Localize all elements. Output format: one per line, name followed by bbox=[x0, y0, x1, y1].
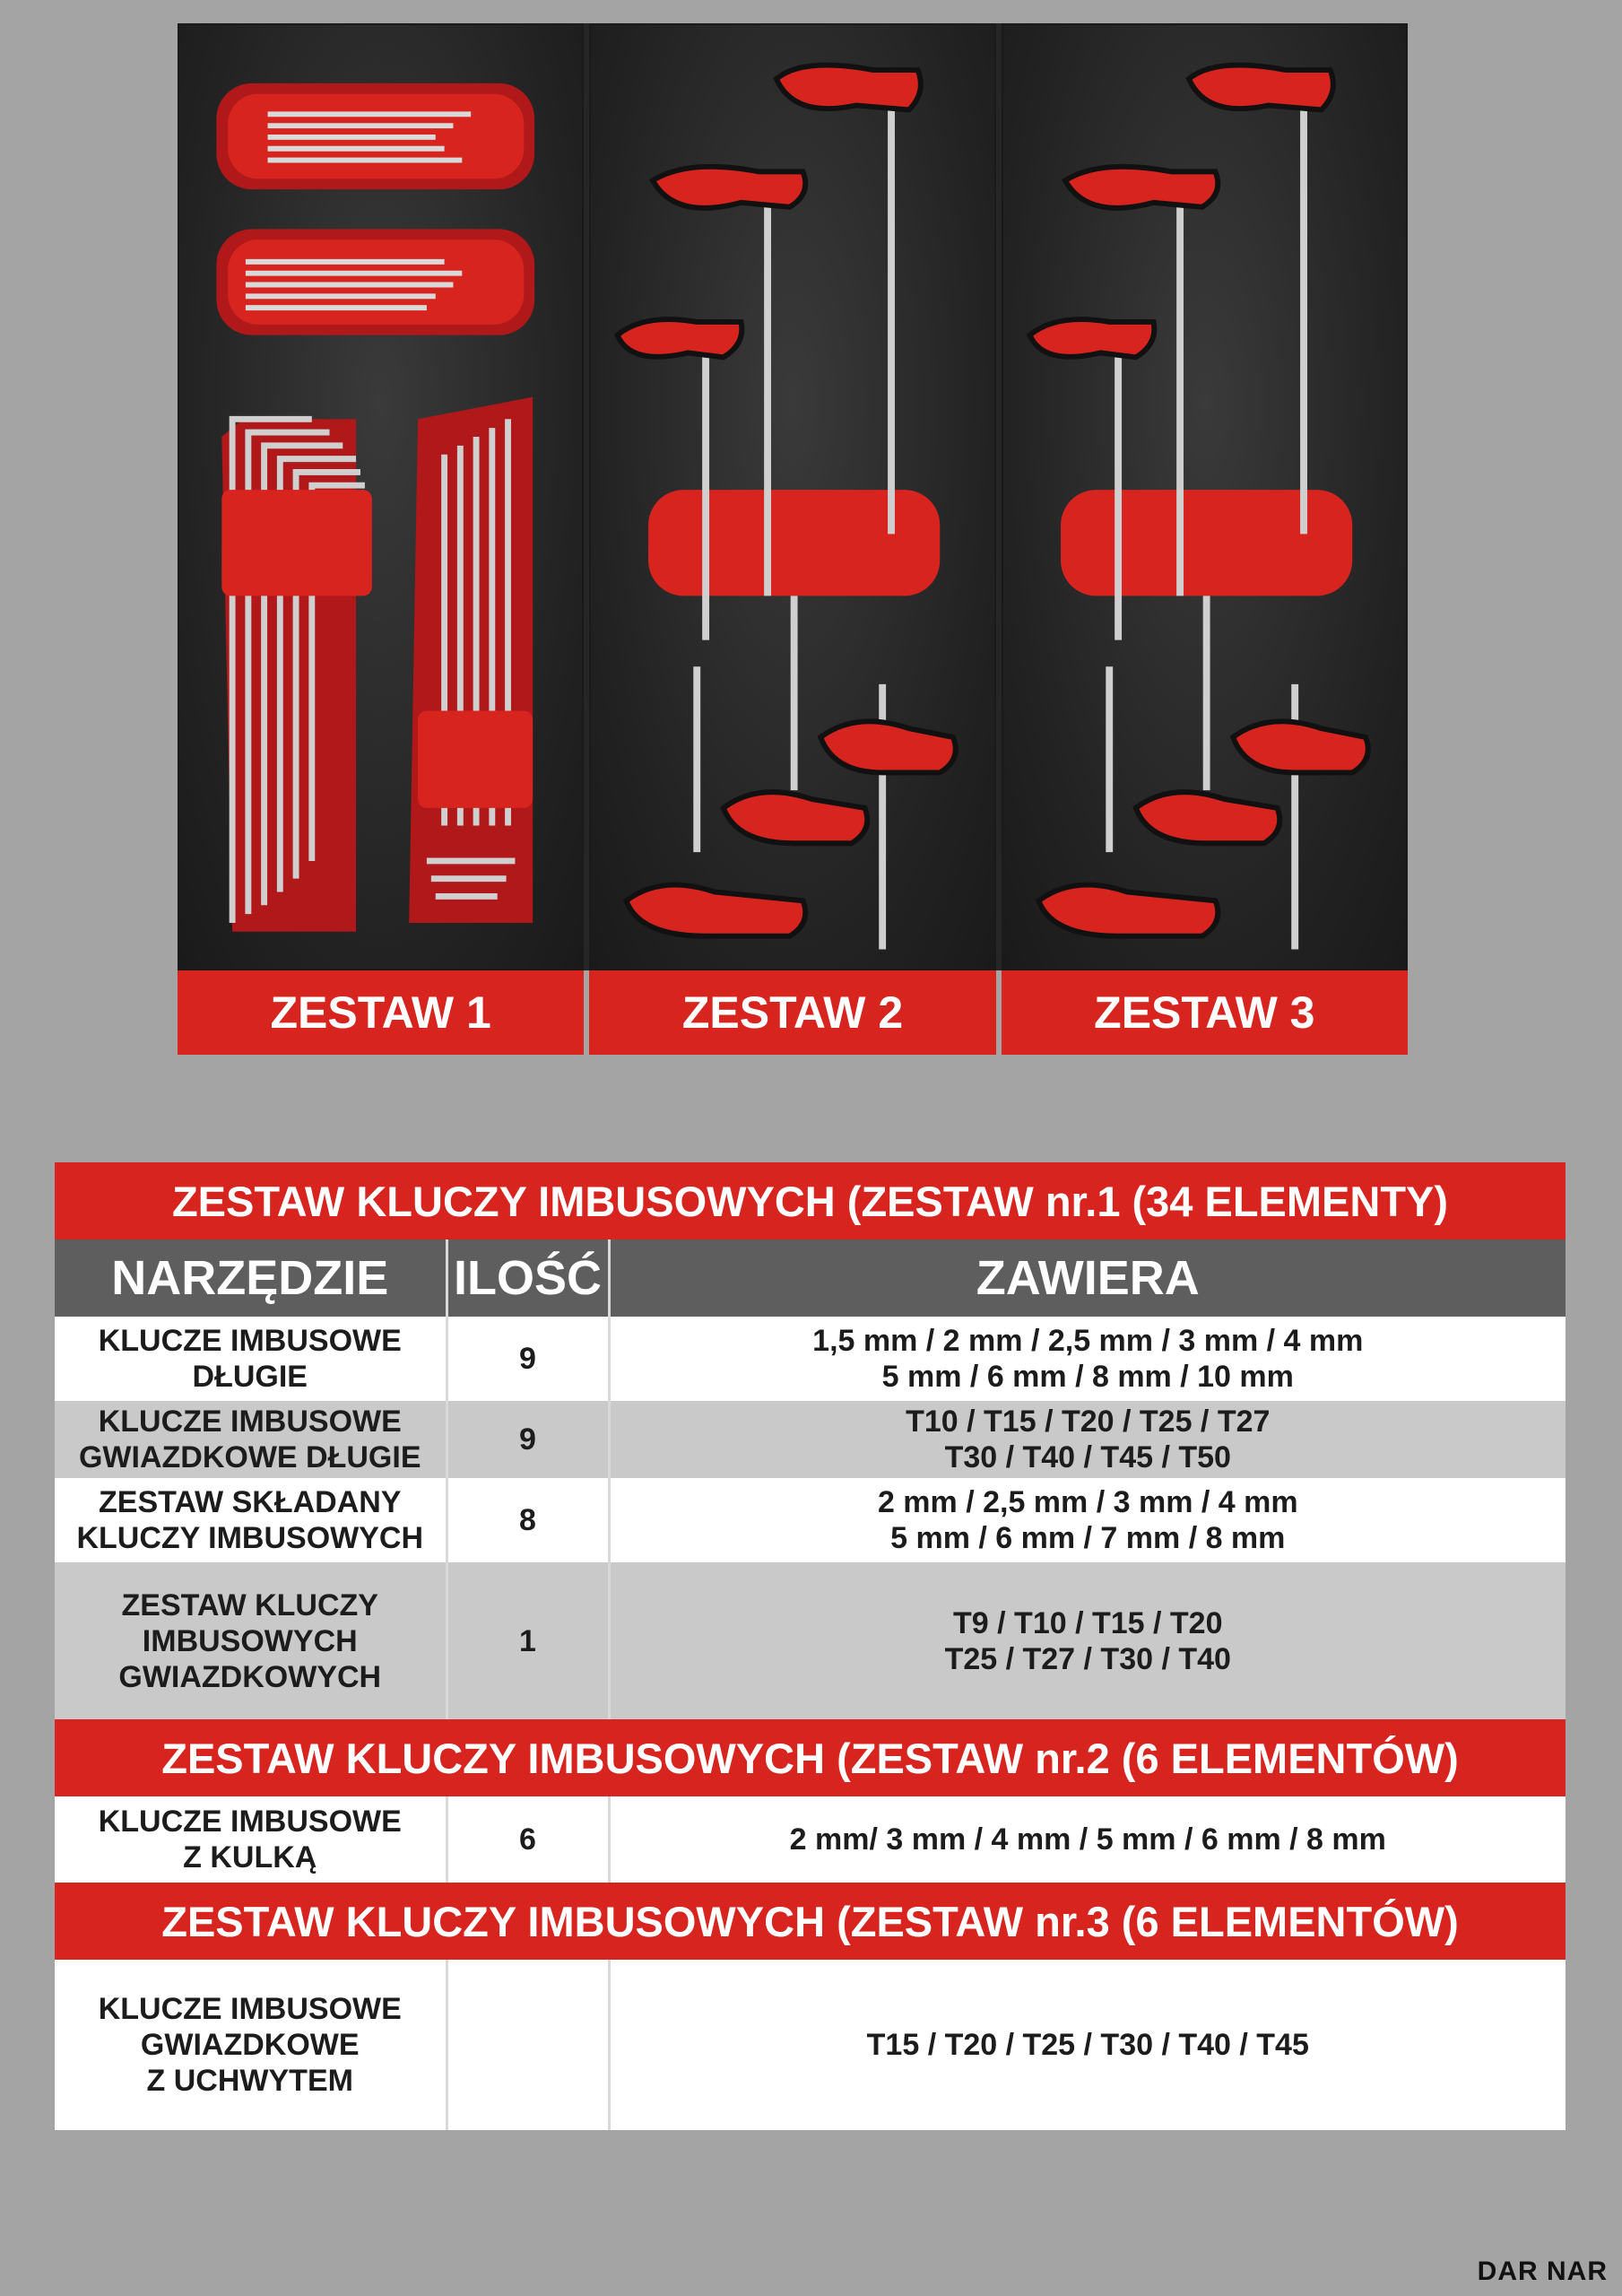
table-row bbox=[55, 1317, 1566, 1401]
set-label-2: ZESTAW 2 bbox=[589, 970, 995, 1055]
contents-cell-line: T10 / T15 / T20 / T25 / T27 bbox=[906, 1405, 1271, 1439]
contents-cell bbox=[609, 1401, 1566, 1478]
tool-cell-line: GWIAZDKOWE DŁUGIE bbox=[78, 1440, 421, 1474]
contents-cell bbox=[609, 1796, 1566, 1883]
table-row bbox=[55, 1401, 1566, 1478]
tool-cell bbox=[55, 1960, 447, 2130]
contents-cell bbox=[609, 1478, 1566, 1562]
tool-cell bbox=[55, 1796, 447, 1883]
section-title-row bbox=[55, 1883, 1566, 1960]
tool-cell-line: KLUCZY IMBUSOWYCH bbox=[76, 1521, 424, 1555]
set-label-3: ZESTAW 3 bbox=[1002, 970, 1408, 1055]
tool-cell bbox=[55, 1317, 447, 1401]
brand-name: DAR NAR bbox=[1477, 2257, 1608, 2286]
tool-cell-line: IMBUSOWYCH bbox=[142, 1623, 358, 1658]
contents-cell-line: T9 / T10 / T15 / T20 bbox=[953, 1605, 1223, 1640]
tool-cell-line: DŁUGIE bbox=[192, 1360, 308, 1394]
contents-cell-line: 1,5 mm / 2 mm / 2,5 mm / 3 mm / 4 mm bbox=[812, 1324, 1364, 1358]
tool-cell-line: Z KULKĄ bbox=[183, 1840, 317, 1874]
table-row bbox=[55, 1796, 1566, 1883]
table-row bbox=[55, 1562, 1566, 1719]
t-handle-hex-keys-illustration bbox=[591, 25, 993, 969]
tool-cell-line: ZESTAW KLUCZY bbox=[121, 1587, 378, 1622]
allen-key-sets-illustration bbox=[179, 25, 582, 969]
column-header-row bbox=[55, 1239, 1566, 1317]
tool-cell-line: KLUCZE IMBUSOWE bbox=[98, 1405, 402, 1439]
table-row bbox=[55, 1960, 1566, 2130]
contents-cell-line: 2 mm/ 3 mm / 4 mm / 5 mm / 6 mm / 8 mm bbox=[789, 1822, 1386, 1857]
header-qty: ILOŚĆ bbox=[447, 1239, 609, 1317]
contents-cell-line: 5 mm / 6 mm / 7 mm / 8 mm bbox=[890, 1521, 1286, 1555]
header-contents: ZAWIERA bbox=[609, 1239, 1566, 1317]
header-tool: NARZĘDZIE bbox=[55, 1239, 447, 1317]
tool-cell-line: KLUCZE IMBUSOWE bbox=[98, 1992, 402, 2026]
qty-cell bbox=[447, 1960, 609, 2130]
tool-cell-line: KLUCZE IMBUSOWE bbox=[98, 1324, 402, 1358]
tool-cell bbox=[55, 1562, 447, 1719]
contents-cell-line: T25 / T27 / T30 / T40 bbox=[944, 1641, 1231, 1676]
panel-set-2 bbox=[589, 23, 995, 970]
contents-cell bbox=[609, 1562, 1566, 1719]
tool-cell-line: KLUCZE IMBUSOWE bbox=[98, 1805, 402, 1839]
qty-cell: 1 bbox=[447, 1562, 609, 1719]
contents-cell-line: 2 mm / 2,5 mm / 3 mm / 4 mm bbox=[877, 1485, 1298, 1519]
contents-cell-line: T30 / T40 / T45 / T50 bbox=[944, 1440, 1231, 1474]
tool-cell-line: GWIAZDKOWE bbox=[140, 2028, 360, 2062]
set-label-1: ZESTAW 1 bbox=[178, 970, 584, 1055]
tool-cell bbox=[55, 1478, 447, 1562]
contents-table bbox=[55, 1162, 1566, 2130]
tool-cell-line: Z UCHWYTEM bbox=[146, 2064, 353, 2098]
contents-cell bbox=[609, 1960, 1566, 2130]
contents-cell-line: 5 mm / 6 mm / 8 mm / 10 mm bbox=[881, 1360, 1294, 1394]
tool-cell-line: GWIAZDKOWYCH bbox=[118, 1659, 382, 1694]
set-labels bbox=[178, 970, 1408, 1055]
section-title-row bbox=[55, 1719, 1566, 1796]
qty-cell: 9 bbox=[447, 1401, 609, 1478]
qty-cell: 9 bbox=[447, 1317, 609, 1401]
section-2-title: ZESTAW KLUCZY IMBUSOWYCH (ZESTAW nr.2 (6 ELEMENTÓW) bbox=[55, 1719, 1566, 1796]
t-handle-torx-keys-illustration bbox=[1003, 25, 1406, 969]
panel-set-3 bbox=[1002, 23, 1408, 970]
tool-cell-line: ZESTAW SKŁADANY bbox=[99, 1485, 402, 1519]
section-1-title: ZESTAW KLUCZY IMBUSOWYCH (ZESTAW nr.1 (34 ELEMENTY) bbox=[55, 1162, 1566, 1239]
contents-cell-line: T15 / T20 / T25 / T30 / T40 / T45 bbox=[866, 2028, 1309, 2062]
section-title-row bbox=[55, 1162, 1566, 1239]
tool-cell bbox=[55, 1401, 447, 1478]
contents-cell bbox=[609, 1317, 1566, 1401]
panel-set-1 bbox=[178, 23, 584, 970]
qty-cell: 8 bbox=[447, 1478, 609, 1562]
table-row bbox=[55, 1478, 1566, 1562]
qty-cell: 6 bbox=[447, 1796, 609, 1883]
product-photo bbox=[178, 23, 1408, 970]
section-3-title: ZESTAW KLUCZY IMBUSOWYCH (ZESTAW nr.3 (6 ELEMENTÓW) bbox=[55, 1883, 1566, 1960]
